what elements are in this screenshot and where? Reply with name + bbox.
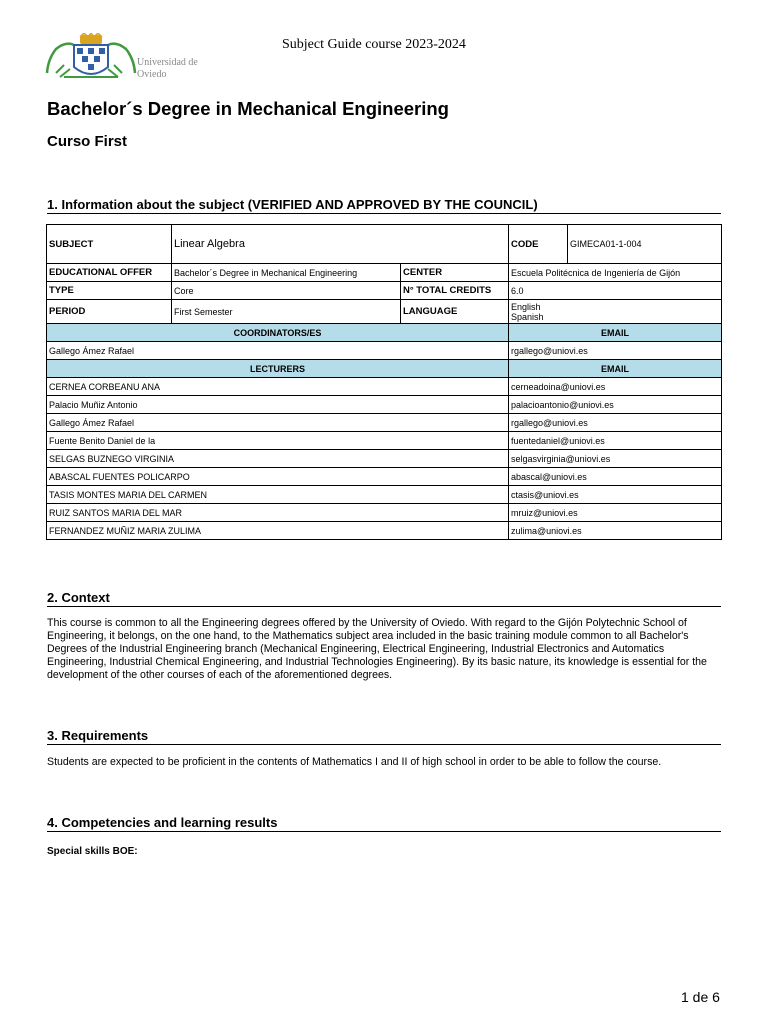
subject-info-table bbox=[46, 224, 722, 540]
language-label: LANGUAGE bbox=[401, 300, 509, 324]
code-value: GIMECA01-1-004 bbox=[568, 225, 722, 264]
credits-label: N° TOTAL CREDITS bbox=[401, 282, 509, 300]
type-label: TYPE bbox=[47, 282, 172, 300]
requirements-paragraph: Students are expected to be proficient in the contents of Mathematics I and II of high school in order to be able to follow the course. bbox=[47, 756, 662, 768]
lecturer-email: palacioantonio@uniovi.es bbox=[509, 396, 722, 414]
period-value: First Semester bbox=[172, 300, 401, 324]
section-heading-competencies: 4. Competencies and learning results bbox=[47, 815, 721, 832]
university-crest-icon bbox=[44, 33, 139, 83]
lecturer-name: CERNEA CORBEANU ANA bbox=[47, 378, 509, 396]
language-value-english: English bbox=[511, 301, 541, 312]
lecturer-email: abascal@uniovi.es bbox=[509, 468, 722, 486]
offer-value: Bachelor´s Degree in Mechanical Engineering bbox=[172, 264, 401, 282]
university-name-line1: Universidad de bbox=[137, 57, 198, 68]
university-name-line2: Oviedo bbox=[137, 69, 167, 80]
lecturer-name: SELGAS BUZNEGO VIRGINIA bbox=[47, 450, 509, 468]
table-row bbox=[47, 225, 722, 264]
lecturer-name: TASIS MONTES MARIA DEL CARMEN bbox=[47, 486, 509, 504]
table-row bbox=[47, 522, 722, 540]
lecturer-name: ABASCAL FUENTES POLICARPO bbox=[47, 468, 509, 486]
section-heading-requirements: 3. Requirements bbox=[47, 728, 721, 745]
table-row bbox=[47, 378, 722, 396]
table-row bbox=[47, 468, 722, 486]
offer-label: EDUCATIONAL OFFER bbox=[47, 264, 172, 282]
table-row bbox=[47, 282, 722, 300]
table-header-row bbox=[47, 360, 722, 378]
course-label: Curso First bbox=[47, 133, 128, 150]
lecturers-header: LECTURERS bbox=[47, 360, 509, 378]
table-row bbox=[47, 414, 722, 432]
lecturer-email: selgasvirginia@uniovi.es bbox=[509, 450, 722, 468]
university-name bbox=[137, 57, 217, 81]
lecturer-name: FERNANDEZ MUÑIZ MARIA ZULIMA bbox=[47, 522, 509, 540]
lecturer-email: ctasis@uniovi.es bbox=[509, 486, 722, 504]
table-row bbox=[47, 504, 722, 522]
table-row bbox=[47, 300, 722, 324]
lecturer-email: mruiz@uniovi.es bbox=[509, 504, 722, 522]
lecturer-email: rgallego@uniovi.es bbox=[509, 414, 722, 432]
table-row bbox=[47, 264, 722, 282]
table-row bbox=[47, 432, 722, 450]
guide-title: Subject Guide course 2023-2024 bbox=[282, 37, 466, 52]
degree-title: Bachelor´s Degree in Mechanical Engineering bbox=[47, 98, 449, 119]
lecturer-name: RUIZ SANTOS MARIA DEL MAR bbox=[47, 504, 509, 522]
lecturer-name: Palacio Muñiz Antonio bbox=[47, 396, 509, 414]
context-paragraph: This course is common to all the Engineering degrees offered by the University of Oviedo. With regard to the Gijón Polytechnic School of Engineering, it belongs, on the one hand, to the Mathematics subject area included in the basic training module common to all Bachelor's Degrees of the Industrial Engineering branch (Mechanical Engineering, Electrical Engineering, Industrial Electronics and Automatics Engineering, Industrial Chemical Engineering, and Industrial Technologies Engineering). By its basic nature, its knowledge is essential for the development of the other courses of each of the aforementioned degrees. bbox=[47, 617, 707, 681]
table-header-row bbox=[47, 324, 722, 342]
table-row bbox=[47, 396, 722, 414]
special-skills-label: Special skills BOE: bbox=[47, 846, 138, 857]
period-label: PERIOD bbox=[47, 300, 172, 324]
coordinators-email-header: EMAIL bbox=[509, 324, 722, 342]
subject-label: SUBJECT bbox=[47, 225, 172, 264]
code-label: CODE bbox=[509, 225, 568, 264]
lecturer-email: zulima@uniovi.es bbox=[509, 522, 722, 540]
lecturer-name: Fuente Benito Daniel de la bbox=[47, 432, 509, 450]
language-values bbox=[509, 300, 722, 324]
lecturer-name: Gallego Ámez Rafael bbox=[47, 414, 509, 432]
coordinator-email: rgallego@uniovi.es bbox=[509, 342, 722, 360]
lecturers-email-header: EMAIL bbox=[509, 360, 722, 378]
language-value-spanish: Spanish bbox=[511, 311, 544, 322]
table-row bbox=[47, 486, 722, 504]
section-heading-context: 2. Context bbox=[47, 590, 721, 607]
type-value: Core bbox=[172, 282, 401, 300]
coordinators-header: COORDINATORS/ES bbox=[47, 324, 509, 342]
subject-value: Linear Algebra bbox=[172, 225, 509, 264]
table-row bbox=[47, 342, 722, 360]
center-label: CENTER bbox=[401, 264, 509, 282]
section-heading-info: 1. Information about the subject (VERIFIED AND APPROVED BY THE COUNCIL) bbox=[47, 197, 721, 214]
page-number: 1 de 6 bbox=[681, 989, 720, 1005]
center-value: Escuela Politécnica de Ingeniería de Gijón bbox=[509, 264, 722, 282]
credits-value: 6.0 bbox=[509, 282, 722, 300]
coordinator-name: Gallego Ámez Rafael bbox=[47, 342, 509, 360]
lecturer-email: fuentedaniel@uniovi.es bbox=[509, 432, 722, 450]
lecturer-email: cerneadoina@uniovi.es bbox=[509, 378, 722, 396]
table-row bbox=[47, 450, 722, 468]
